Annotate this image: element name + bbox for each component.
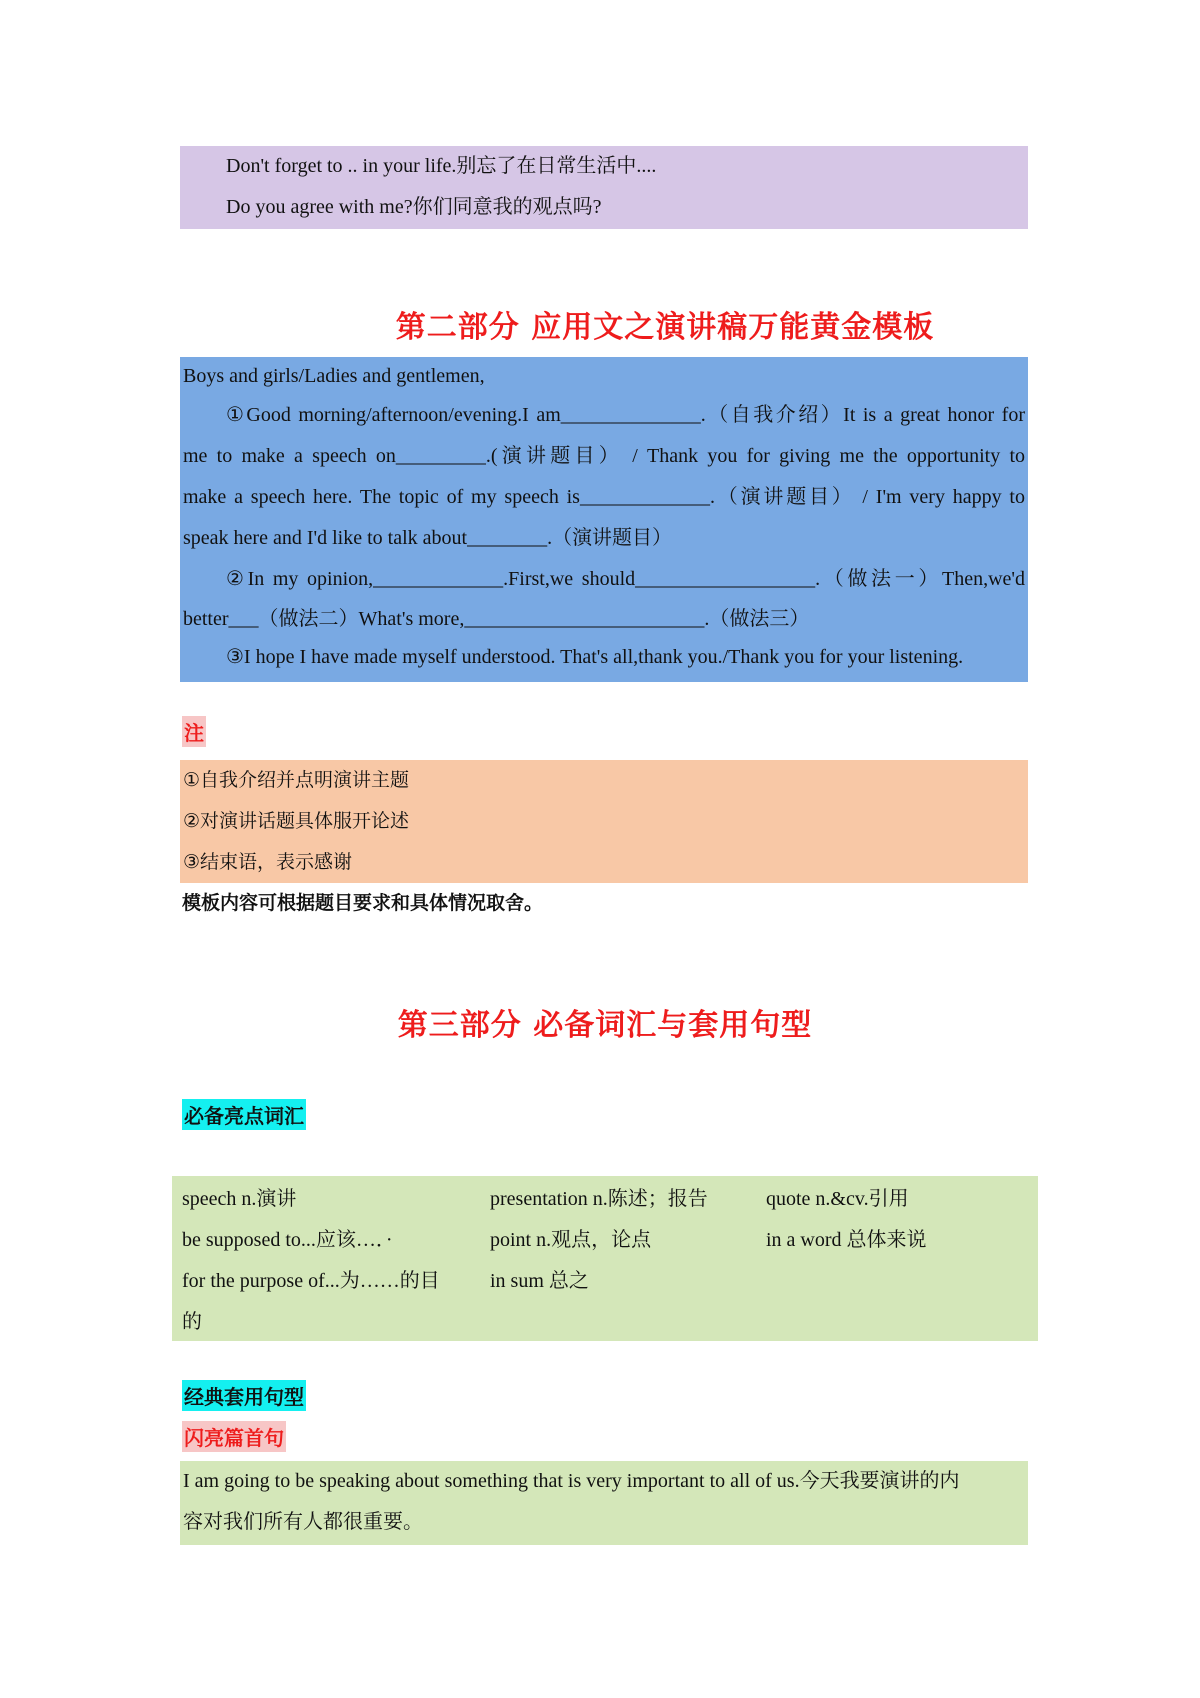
template-line: me to make a speech on_________.(演讲题目） / Thank you for giving me the opportunity to [183,445,1025,467]
template-line: ②In my opinion,_____________.First,we should__________________.（做法一）Then,we'd [226,568,1025,590]
template-line: speak here and I'd like to talk about________.（演讲题目） [183,527,673,549]
template-remark: 模板内容可根据题目要求和具体情况取舍。 [182,892,544,914]
vocab-item: point n.观点，论点 [490,1229,652,1251]
template-line: make a speech here. The topic of my speech is_____________.（演讲题目） / I'm very happy to [183,486,1025,508]
vocab-item: in sum 总之 [490,1270,589,1292]
vocab-item: quote n.&cv.引用 [766,1188,909,1210]
template-line: ③I hope I have made myself understood. That's all,thank you./Thank you for your listening. [226,646,964,668]
note-label: 注 [182,716,206,747]
vocab-item: presentation n.陈述；报告 [490,1188,708,1210]
section-title-part2: 第二部分 应用文之演讲稿万能黄金模板 [395,310,935,345]
note-item: ③结束语，表示感谢 [183,851,353,873]
template-line: Boys and girls/Ladies and gentlemen, [183,365,485,387]
vocab-item: 的 [182,1311,202,1333]
opening-line: I am going to be speaking about something that is very important to all of us.今天我要演讲的内 [183,1470,960,1492]
note-item: ①自我介绍并点明演讲主题 [183,769,410,791]
note-item: ②对演讲话题具体服开论述 [183,810,410,832]
template-line: better___（做法二）What's more,________________________.（做法三） [183,608,810,630]
vocab-item: for the purpose of...为……的目 [182,1270,440,1292]
opening-line: 容对我们所有人都很重要。 [183,1511,423,1533]
vocab-label: 必备亮点词汇 [182,1099,306,1130]
patterns-label: 经典套用句型 [182,1380,306,1411]
speech-template-box [180,357,1028,682]
template-line: ①Good morning/afternoon/evening.I am______________.（自我介绍）It is a great honor for [226,404,1025,426]
vocab-item: speech n.演讲 [182,1188,297,1210]
vocab-table [172,1176,1038,1341]
closing-sentences-box [180,146,1028,229]
vocab-item: be supposed to...应该…．· [182,1229,393,1251]
opening-label: 闪亮篇首句 [182,1421,286,1452]
section-title-part3: 第三部分 必备词汇与套用句型 [397,1008,813,1043]
opening-sentence-box [180,1461,1028,1545]
notes-box [180,760,1028,883]
vocab-item: in a word 总体来说 [766,1229,927,1251]
text-line: Don't forget to .. in your life.别忘了在日常生活中.... [226,155,657,177]
text-line: Do you agree with me?你们同意我的观点吗? [226,196,602,218]
